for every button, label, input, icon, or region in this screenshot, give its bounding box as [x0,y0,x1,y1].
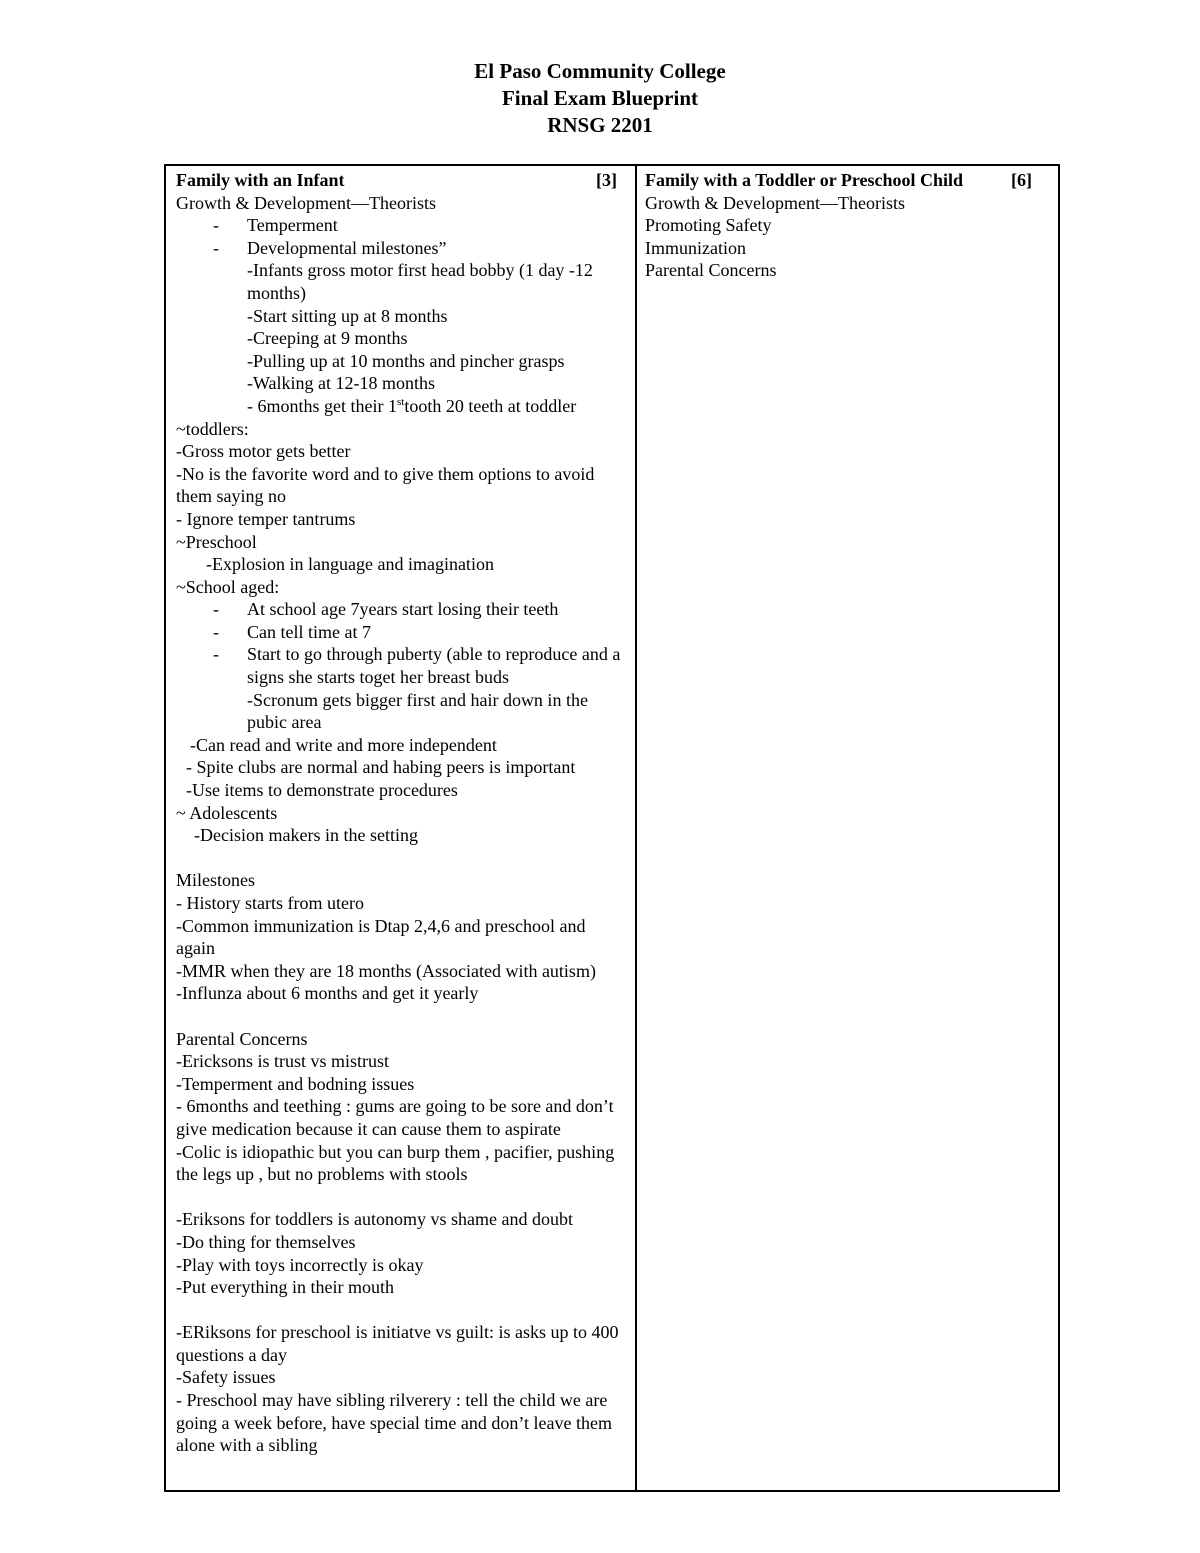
list-item: -MMR when they are 18 months (Associated with autism) [176,960,596,981]
spacer [176,1186,628,1209]
list-item: Growth & Development—Theorists [645,192,905,213]
list-item: -Safety issues [176,1367,276,1388]
list-item: -Play with toys incorrectly is okay [176,1254,424,1275]
list-item: - Spite clubs are normal and habing peers is important [186,757,576,778]
list-item: -Infants gross motor first head bobby (1 day -12 months) [247,260,593,303]
ordinal-suffix: st [396,395,405,408]
infant-heading-text: Family with an Infant [176,170,345,190]
list-item-text: Start to go through puberty (able to reproduce and a signs she starts toget her breast buds [247,644,621,688]
toddler-column [645,169,1045,282]
blueprint-table [164,164,1060,1492]
list-item-text: Temperment [247,215,338,236]
bullet-dash: - [213,621,219,642]
list-item: ~School aged: [176,576,280,597]
list-item: -Walking at 12-18 months [247,373,436,394]
list-item [176,395,628,418]
list-item: -ERiksons for preschool is initiatve vs guilt: is asks up to 400 questions a day [176,1322,619,1365]
bullet-dash: - [213,215,219,236]
list-item: -Start sitting up at 8 months [247,305,448,326]
list-item: ~toddlers: [176,418,249,439]
toddler-heading-text: Family with a Toddler or Preschool Child [645,170,964,190]
spacer [176,1005,628,1028]
list-item: -Pulling up at 10 months and pincher grasps [247,350,565,371]
spacer [176,1299,628,1322]
toddler-weight: [6] [1011,170,1032,190]
list-item: -Influnza about 6 months and get it yearly [176,983,479,1004]
list-item: ~ Adolescents [176,802,278,823]
list-item: - 6months and teething : gums are going to be sore and don’t give medication because it can cause them to aspirate [176,1096,614,1139]
list-item-text: - 6months get their 1 [247,395,397,416]
list-item: -Explosion in language and imagination [206,554,494,575]
section-label: Parental Concerns [176,1028,308,1049]
course-code: RNSG 2201 [547,113,653,137]
list-item: Parental Concerns [645,260,777,281]
document-header [0,58,1200,139]
list-item [176,621,628,644]
bullet-dash: - [213,644,219,665]
list-item: -Use items to demonstrate procedures [186,780,458,801]
list-item: - Preschool may have sibling rilverery : tell the child we are going a week before, have special time and don’t leave them alone with a sibling [176,1390,612,1456]
infant-weight: [3] [596,170,617,190]
list-item-text: At school age 7years start losing their teeth [247,599,559,620]
list-item: -Common immunization is Dtap 2,4,6 and preschool and again [176,915,586,959]
list-item: -Ericksons is trust vs mistrust [176,1051,390,1072]
bullet-dash: - [213,237,219,258]
list-item: - History starts from utero [176,893,364,913]
list-item: -Put everything in their mouth [176,1277,394,1298]
list-item: -Colic is idiopathic but you can burp them , pacifier, pushing the legs up , but no problems with stools [176,1141,615,1185]
infant-column [176,169,628,1457]
list-item: -Decision makers in the setting [194,825,418,846]
list-item-text: Developmental milestones” [247,237,447,258]
list-item [176,598,628,621]
list-item: -Do thing for themselves [176,1231,356,1252]
list-item: -Gross motor gets better [176,441,351,462]
spacer [176,847,628,870]
list-item [176,643,628,688]
list-item: -Creeping at 9 months [247,328,408,349]
list-item: -Can read and write and more independent [190,734,497,755]
list-item [176,214,628,237]
list-item-text: tooth 20 teeth at toddler [404,395,577,416]
list-item: -Temperment and bodning issues [176,1073,415,1094]
list-item: Growth & Development—Theorists [176,192,436,213]
list-item: Promoting Safety [645,215,772,236]
column-divider [635,166,637,1490]
bullet-dash: - [213,599,219,620]
document-title: Final Exam Blueprint [501,86,699,110]
college-name: El Paso Community College [474,59,726,83]
list-item [176,237,628,260]
list-item: - Ignore temper tantrums [176,508,356,529]
list-item: ~Preschool [176,531,257,552]
list-item: -Scronum gets bigger first and hair down in the pubic area [247,689,588,733]
list-item: Immunization [645,237,746,258]
list-item: -No is the favorite word and to give them options to avoid them saying no [176,463,595,507]
list-item-text: Can tell time at 7 [247,621,371,642]
section-label: Milestones [176,870,255,891]
infant-heading [176,169,628,192]
toddler-heading [645,169,1045,192]
list-item: -Eriksons for toddlers is autonomy vs shame and doubt [176,1209,573,1230]
